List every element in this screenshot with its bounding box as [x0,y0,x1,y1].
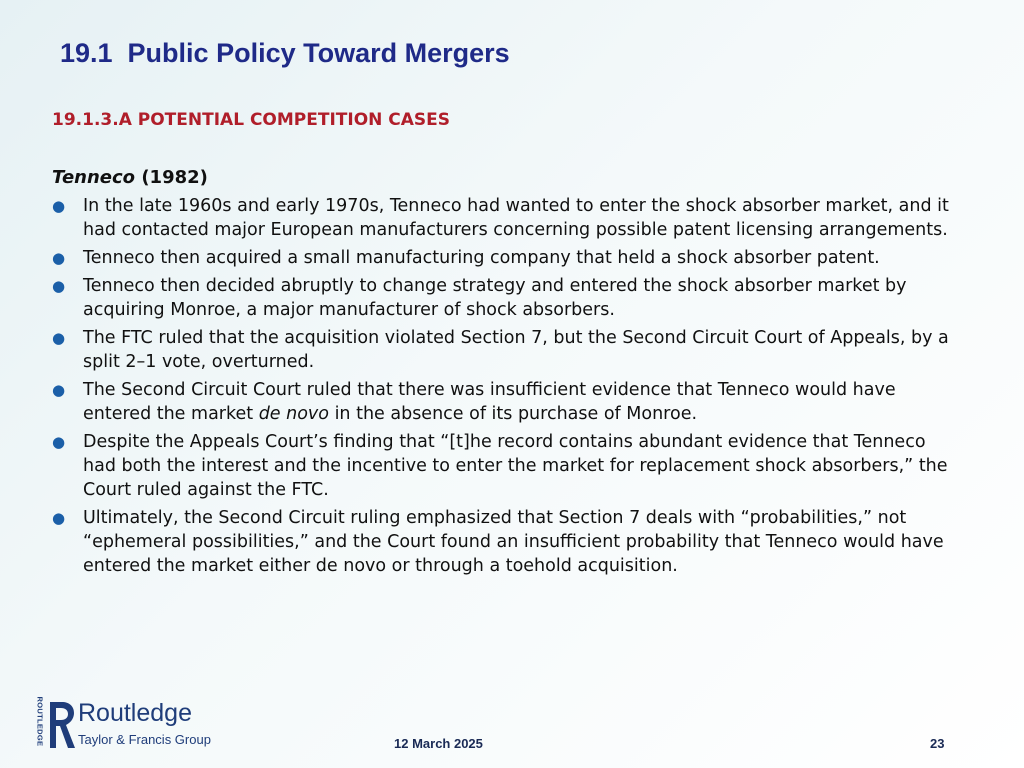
bullet-item [52,274,952,322]
bullet-dot-icon: ● [52,197,66,215]
page-number: 23 [930,736,945,751]
bullet-dot-icon: ● [52,249,66,267]
case-heading [52,167,208,188]
bullet-item [52,378,952,426]
bullet-dot-icon: ● [52,381,66,399]
bullet-item [52,326,952,374]
bullet-text: Tenneco then decided abruptly to change strategy and entered the shock absorber market by acquiring Monroe, a major manufacturer of shock absorbers. [83,276,907,320]
bullet-text: The Second Circuit Court ruled that there was insufficient evidence that Tenneco would have entered the market [83,380,896,424]
bullet-text: Despite the Appeals Court’s finding that “[t]he record contains abundant evidence that Tenneco had both the interest and the incentive to enter the market for replacement shock absorbers,” the Court ruled against the FTC. [83,432,948,500]
bullet-dot-icon: ● [52,433,66,451]
bullet-dot-icon: ● [52,329,66,347]
logo-brand: Routledge [78,699,192,727]
routledge-logo [34,698,224,754]
logo-vertical-text: ROUTLEDGE [35,696,45,747]
case-name: Tenneco [52,167,136,188]
bullet-text: Tenneco then acquired a small manufacturing company that held a shock absorber patent. [83,248,880,268]
bullet-item [52,430,952,502]
logo-group: Taylor & Francis Group [78,732,211,747]
bullet-item [52,506,952,578]
routledge-r-icon [46,698,76,752]
bullet-dot-icon: ● [52,277,66,295]
bullet-text: Ultimately, the Second Circuit ruling emphasized that Section 7 deals with “probabilities,” not “ephemeral possibilities,” and the Court found an insufficient probability that Tenneco would have entered the market either de novo or through a toehold acquisition. [83,508,944,576]
case-year: (1982) [135,167,208,188]
bullet-text: In the late 1960s and early 1970s, Tenneco had wanted to enter the shock absorber market, and it had contacted major European manufacturers concerning possible patent licensing arrangements. [83,196,949,240]
bullet-emphasis: de novo [258,404,329,424]
bullet-list [52,194,952,582]
section-heading: 19.1.3.A POTENTIAL COMPETITION CASES [52,110,451,130]
bullet-text: in the absence of its purchase of Monroe. [329,404,698,424]
footer-date: 12 March 2025 [394,736,483,751]
bullet-text: The FTC ruled that the acquisition violated Section 7, but the Second Circuit Court of Appeals, by a split 2–1 vote, overturned. [83,328,949,372]
bullet-item [52,246,952,270]
bullet-item [52,194,952,242]
bullet-dot-icon: ● [52,509,66,527]
slide-title: 19.1 Public Policy Toward Mergers [60,38,510,68]
